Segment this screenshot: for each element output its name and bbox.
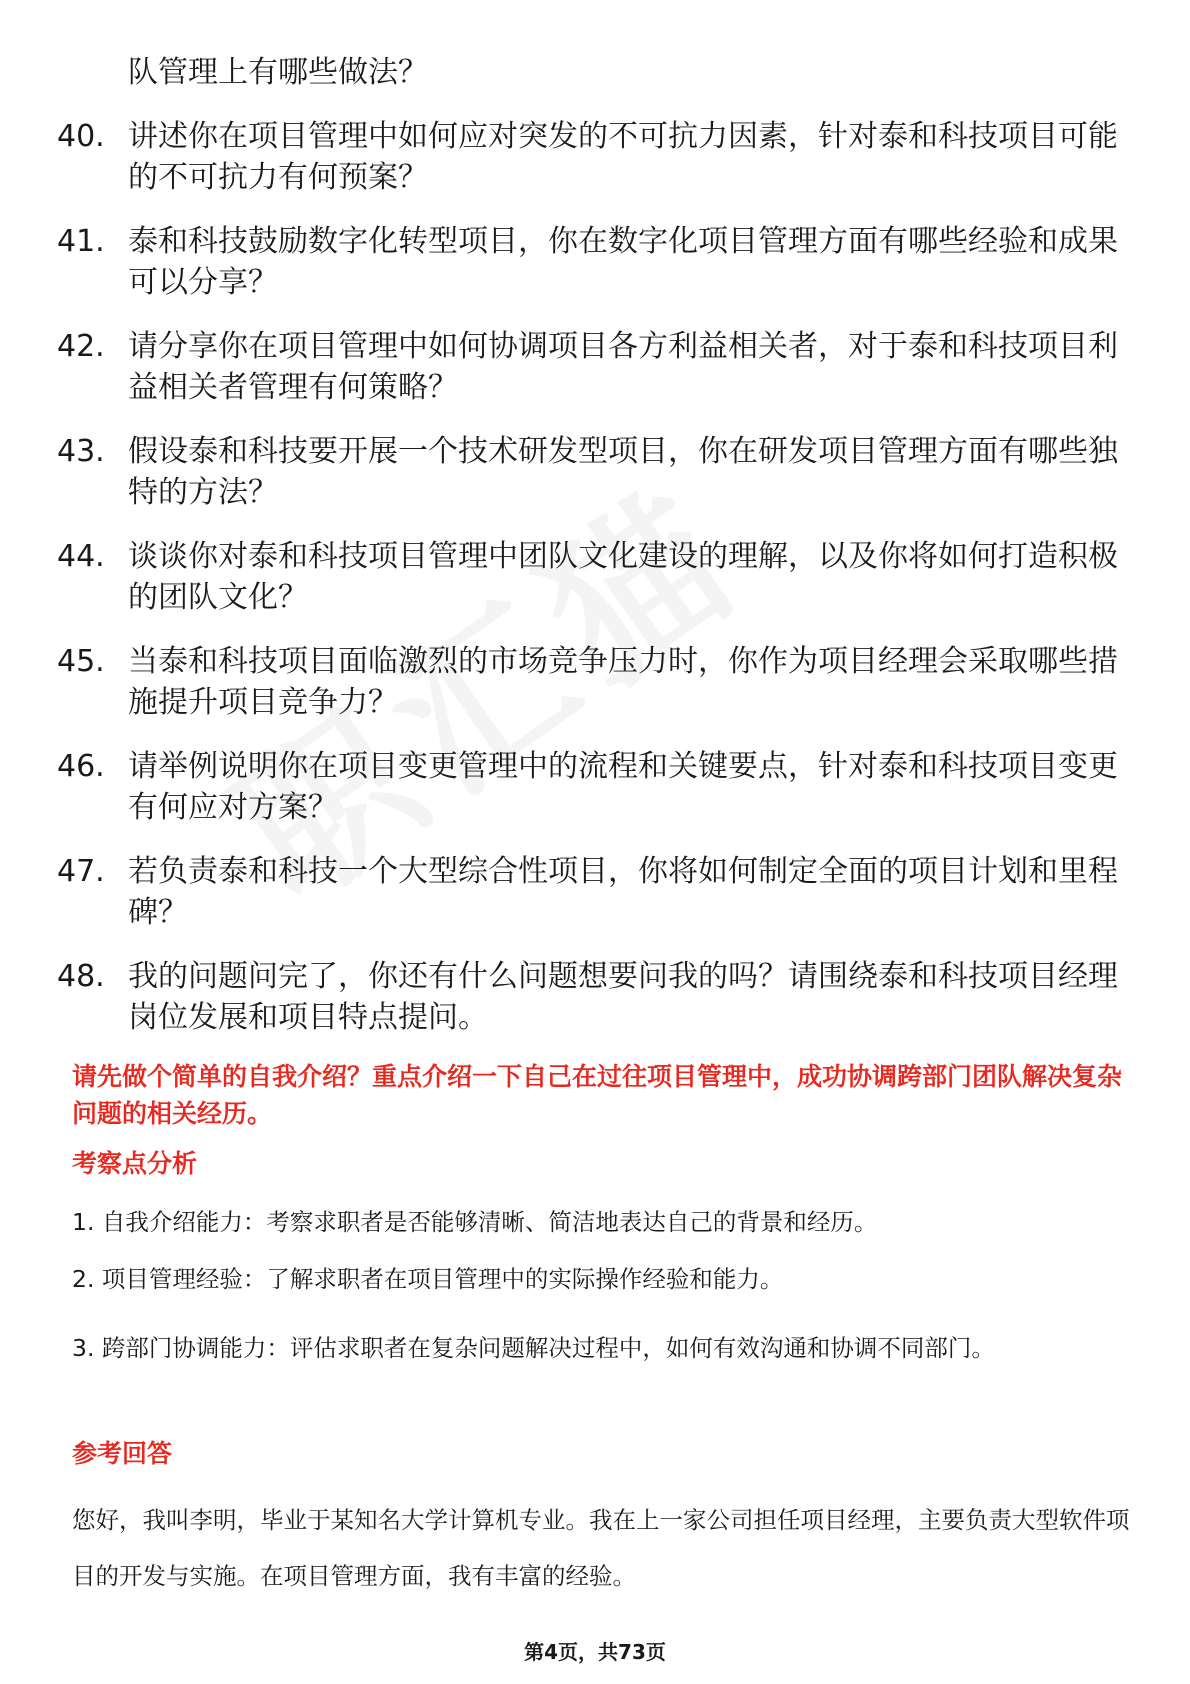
question-item xyxy=(0,52,1190,93)
question-number: 43. xyxy=(57,434,105,469)
question-text: 讲述你在项目管理中如何应对突发的不可抗力因素，针对泰和科技项目可能的不可抗力有何预案？ xyxy=(128,119,1118,195)
highlight-question: 请先做个简单的自我介绍？重点介绍一下自己在过往项目管理中，成功协调跨部门团队解决复杂问题的相关经历。 xyxy=(72,1062,1123,1128)
question-text: 假设泰和科技要开展一个技术研发型项目，你在研发项目管理方面有哪些独特的方法？ xyxy=(128,434,1118,510)
question-number: 42. xyxy=(57,329,105,364)
analysis-item: 2. 项目管理经验：了解求职者在项目管理中的实际操作经验和能力。 xyxy=(72,1265,784,1293)
question-number: 41. xyxy=(57,224,105,259)
question-text: 我的问题问完了，你还有什么问题想要问我的吗？请围绕泰和科技项目经理岗位发展和项目特点提问。 xyxy=(128,959,1118,1035)
question-text: 请分享你在项目管理中如何协调项目各方利益相关者，对于泰和科技项目利益相关者管理有何策略？ xyxy=(128,329,1118,405)
question-number: 47. xyxy=(57,854,105,889)
answer-heading: 参考回答 xyxy=(72,1439,173,1468)
question-text: 请举例说明你在项目变更管理中的流程和关键要点，针对泰和科技项目变更有何应对方案？ xyxy=(128,749,1118,825)
question-item xyxy=(0,641,1190,723)
question-number: 45. xyxy=(57,644,105,679)
question-item xyxy=(0,116,1190,198)
question-item xyxy=(0,221,1190,303)
question-list xyxy=(0,52,1190,1061)
analysis-item: 1. 自我介绍能力：考察求职者是否能够清晰、简洁地表达自己的背景和经历。 xyxy=(72,1208,878,1236)
question-text: 若负责泰和科技一个大型综合性项目，你将如何制定全面的项目计划和里程碑？ xyxy=(128,854,1118,930)
question-item xyxy=(0,536,1190,618)
page-footer: 第4页，共73页 xyxy=(524,1640,666,1664)
question-text: 谈谈你对泰和科技项目管理中团队文化建设的理解，以及你将如何打造积极的团队文化？ xyxy=(128,539,1118,615)
answer-text: 您好，我叫李明，毕业于某知名大学计算机专业。我在上一家公司担任项目经理，主要负责大型软件项目的开发与实施。在项目管理方面，我有丰富的经验。 xyxy=(72,1506,1130,1590)
question-number: 44. xyxy=(57,539,105,574)
question-item xyxy=(0,326,1190,408)
question-item xyxy=(0,431,1190,513)
question-item xyxy=(0,851,1190,933)
question-number: 40. xyxy=(57,119,105,154)
question-text: 泰和科技鼓励数字化转型项目，你在数字化项目管理方面有哪些经验和成果可以分享？ xyxy=(128,224,1118,300)
question-item xyxy=(0,746,1190,828)
question-text: 队管理上有哪些做法？ xyxy=(128,55,428,90)
question-text: 当泰和科技项目面临激烈的市场竞争压力时，你作为项目经理会采取哪些措施提升项目竞争力？ xyxy=(128,644,1118,720)
analysis-item: 3. 跨部门协调能力：评估求职者在复杂问题解决过程中，如何有效沟通和协调不同部门。 xyxy=(72,1334,995,1362)
question-item xyxy=(0,956,1190,1038)
analysis-heading: 考察点分析 xyxy=(72,1149,198,1178)
question-number: 46. xyxy=(57,749,105,784)
question-number: 48. xyxy=(57,959,105,994)
